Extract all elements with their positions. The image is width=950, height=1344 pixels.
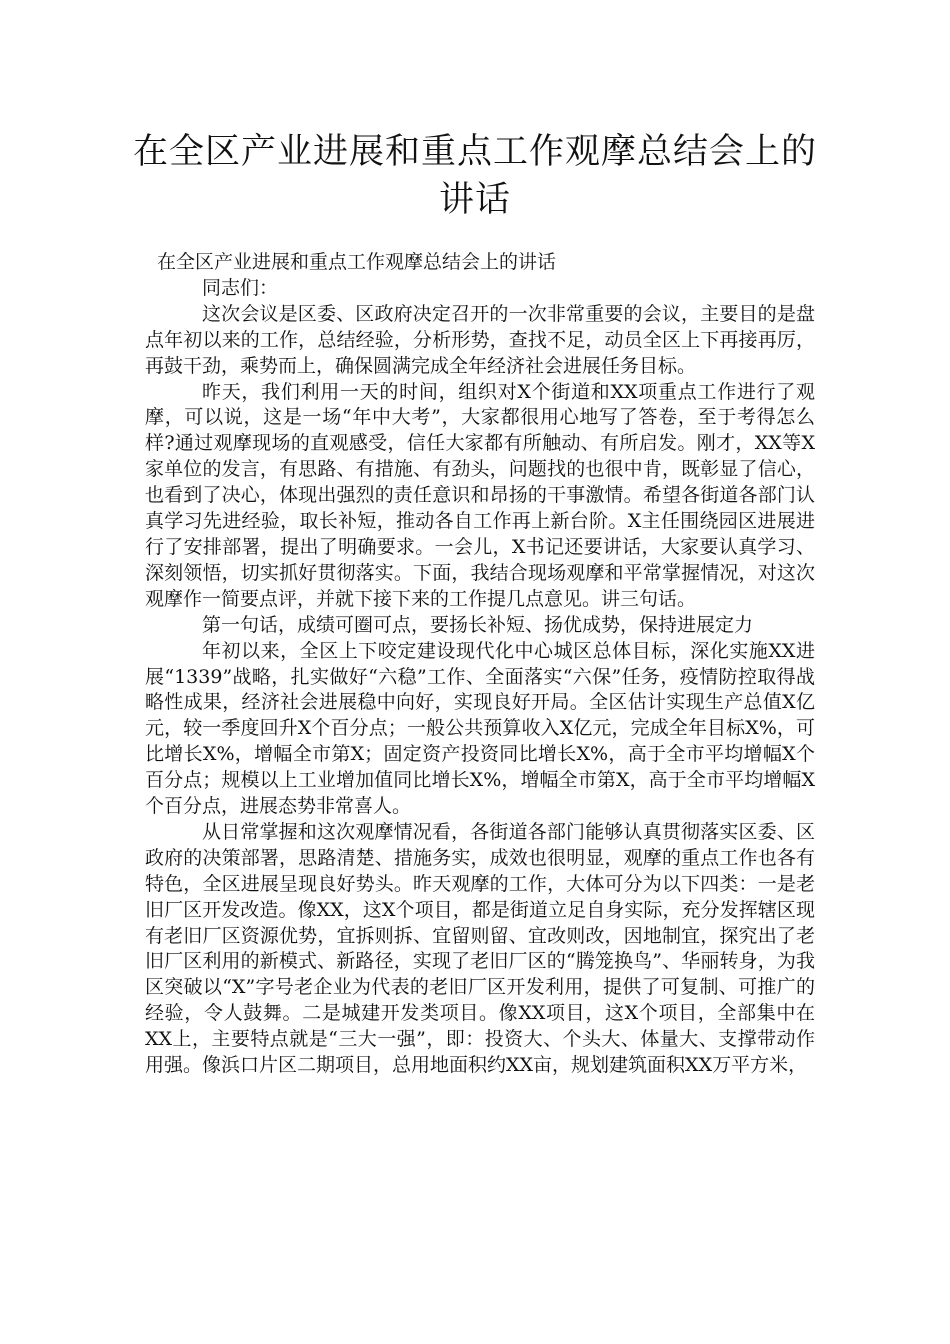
document-body bbox=[145, 250, 815, 1079]
document-title: 在全区产业进展和重点工作观摩总结会上的讲话 bbox=[132, 132, 817, 220]
paragraph: 这次会议是区委、区政府决定召开的一次非常重要的会议，主要目的是盘点年初以来的工作，总结经验，分析形势，查找不足，动员全区上下再接再厉，再鼓干劲，乘势而上，确保圆满完成全年经济社会进展任务目标。 bbox=[145, 302, 815, 377]
salutation: 同志们： bbox=[202, 276, 279, 299]
paragraph: 从日常掌握和这次观摩情况看，各街道各部门能够认真贯彻落实区委、区政府的决策部署，思路清楚、措施务实，成效也很明显，观摩的重点工作也各有特色，全区进展呈现良好势头。昨天观摩的工作，大体可分为以下四类：一是老旧厂区开发改造。像XX，这X个项目，都是街道立足自身实际，充分发挥辖区现有老旧厂区资源优势，宜拆则拆、宜留则留、宜改则改，因地制宜，探究出了老旧厂区利用的新模式、新路径，实现了老旧厂区的“腾笼换鸟”、华丽转身，为我区突破以“X”字号老企业为代表的老旧厂区开发利用，提供了可复制、可推广的经验，令人鼓舞。二是城建开发类项目。像XX项目，这X个项目，全部集中在XX上，主要特点就是“三大一强”，即：投资大、个头大、体量大、支撑带动作用强。像浜口片区二期项目，总用地面积约XX亩，规划建筑面积XX万平方米， bbox=[145, 820, 815, 1077]
paragraph: 昨天，我们利用一天的时间，组织对X个街道和XX项重点工作进行了观摩，可以说，这是一场“年中大考”，大家都很用心地写了答卷，至于考得怎么样?通过观摩现场的直观感受，信任大家都有所触动、有所启发。刚才，XX等X家单位的发言，有思路、有措施、有劲头，问题找的也很中肯，既彰显了信心，也看到了决心，体现出强烈的责任意识和昂扬的干事激情。希望各街道各部门认真学习先进经验，取长补短，推动各自工作再上新台阶。X主任围绕园区进展进行了安排部署，提出了明确要求。一会儿，X书记还要讲话，大家要认真学习、深刻领悟，切实抓好贯彻落实。下面，我结合现场观摩和平常掌握情况，对这次观摩作一简要点评，并就下接下来的工作提几点意见。讲三句话。 bbox=[145, 380, 815, 610]
paragraph: 年初以来，全区上下咬定建设现代化中心城区总体目标，深化实施XX进展“1339”战略，扎实做好“六稳”工作、全面落实“六保”任务，疫情防控取得战略性成果，经济社会进展稳中向好，实现良好开局。全区估计实现生产总值X亿元，较一季度回升X个百分点；一般公共预算收入X亿元，完成全年目标X%，可比增长X%，增幅全市第X；固定资产投资同比增长X%，高于全市平均增幅X个百分点；规模以上工业增加值同比增长X%，增幅全市第X，高于全市平均增幅X个百分点，进展态势非常喜人。 bbox=[145, 639, 815, 818]
document-subtitle: 在全区产业进展和重点工作观摩总结会上的讲话 bbox=[157, 251, 557, 273]
section-heading: 第一句话，成绩可圈可点，要扬长补短、扬优成势，保持进展定力 bbox=[202, 613, 754, 636]
